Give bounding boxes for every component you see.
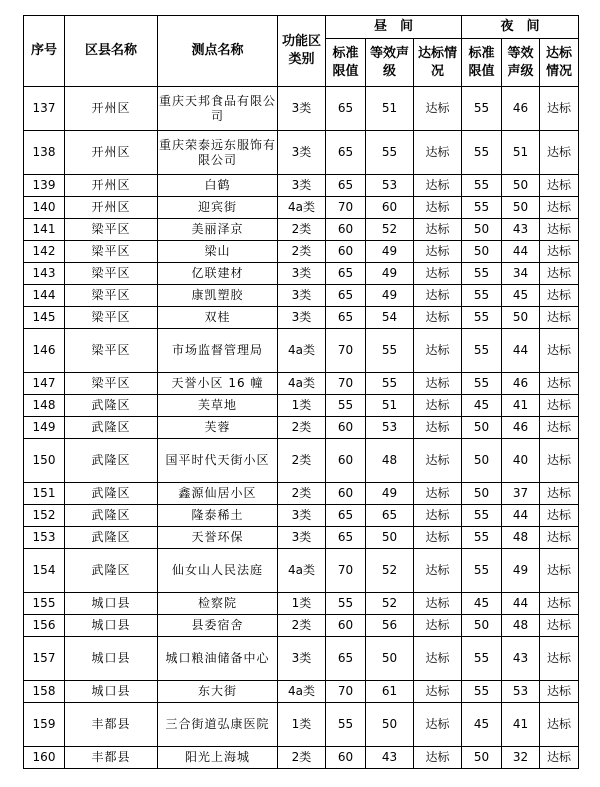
night-limit: 55 bbox=[462, 307, 502, 329]
night-leq: 41 bbox=[502, 395, 540, 417]
site-name: 亿联建材 bbox=[158, 263, 278, 285]
zone-class: 3类 bbox=[278, 131, 326, 175]
day-limit: 65 bbox=[326, 131, 366, 175]
day-limit: 70 bbox=[326, 197, 366, 219]
header-day: 昼 间 bbox=[326, 16, 462, 39]
day-limit: 70 bbox=[326, 329, 366, 373]
row-number: 151 bbox=[24, 483, 65, 505]
night-leq: 32 bbox=[502, 747, 540, 769]
night-status: 达标 bbox=[540, 439, 579, 483]
row-number: 137 bbox=[24, 87, 65, 131]
table-row bbox=[24, 637, 579, 681]
zone-class: 2类 bbox=[278, 219, 326, 241]
table-row bbox=[24, 417, 579, 439]
district-name: 武隆区 bbox=[65, 505, 158, 527]
table-row bbox=[24, 615, 579, 637]
night-leq: 44 bbox=[502, 505, 540, 527]
zone-class: 3类 bbox=[278, 87, 326, 131]
night-status: 达标 bbox=[540, 131, 579, 175]
night-limit: 55 bbox=[462, 329, 502, 373]
night-status: 达标 bbox=[540, 747, 579, 769]
district-name: 梁平区 bbox=[65, 263, 158, 285]
table-row bbox=[24, 395, 579, 417]
night-limit: 55 bbox=[462, 527, 502, 549]
day-status: 达标 bbox=[414, 197, 462, 219]
zone-class: 2类 bbox=[278, 417, 326, 439]
header-night-status: 达标情况 bbox=[540, 39, 579, 87]
zone-class: 2类 bbox=[278, 615, 326, 637]
day-leq: 49 bbox=[366, 483, 414, 505]
row-number: 152 bbox=[24, 505, 65, 527]
zone-class: 3类 bbox=[278, 285, 326, 307]
zone-class: 2类 bbox=[278, 241, 326, 263]
night-limit: 55 bbox=[462, 637, 502, 681]
district-name: 梁平区 bbox=[65, 285, 158, 307]
night-leq: 51 bbox=[502, 131, 540, 175]
row-number: 146 bbox=[24, 329, 65, 373]
site-name: 康凯塑胶 bbox=[158, 285, 278, 307]
day-leq: 65 bbox=[366, 505, 414, 527]
night-leq: 34 bbox=[502, 263, 540, 285]
table-row bbox=[24, 681, 579, 703]
table-row bbox=[24, 549, 579, 593]
zone-class: 3类 bbox=[278, 175, 326, 197]
night-leq: 45 bbox=[502, 285, 540, 307]
district-name: 武隆区 bbox=[65, 439, 158, 483]
night-leq: 41 bbox=[502, 703, 540, 747]
table-row bbox=[24, 175, 579, 197]
header-no: 序号 bbox=[24, 16, 65, 87]
night-leq: 44 bbox=[502, 329, 540, 373]
site-name: 芙蓉 bbox=[158, 417, 278, 439]
day-status: 达标 bbox=[414, 241, 462, 263]
district-name: 梁平区 bbox=[65, 307, 158, 329]
zone-class: 3类 bbox=[278, 637, 326, 681]
zone-class: 1类 bbox=[278, 593, 326, 615]
district-name: 开州区 bbox=[65, 87, 158, 131]
table-row bbox=[24, 285, 579, 307]
day-status: 达标 bbox=[414, 373, 462, 395]
row-number: 147 bbox=[24, 373, 65, 395]
district-name: 梁平区 bbox=[65, 219, 158, 241]
site-name: 天誉环保 bbox=[158, 527, 278, 549]
district-name: 开州区 bbox=[65, 175, 158, 197]
site-name: 市场监督管理局 bbox=[158, 329, 278, 373]
night-limit: 50 bbox=[462, 439, 502, 483]
day-limit: 70 bbox=[326, 373, 366, 395]
header-night-limit: 标准限值 bbox=[462, 39, 502, 87]
day-leq: 56 bbox=[366, 615, 414, 637]
night-leq: 46 bbox=[502, 87, 540, 131]
table-row bbox=[24, 219, 579, 241]
night-status: 达标 bbox=[540, 219, 579, 241]
day-limit: 60 bbox=[326, 483, 366, 505]
zone-class: 1类 bbox=[278, 703, 326, 747]
day-leq: 61 bbox=[366, 681, 414, 703]
row-number: 155 bbox=[24, 593, 65, 615]
night-status: 达标 bbox=[540, 197, 579, 219]
day-limit: 55 bbox=[326, 395, 366, 417]
table-row bbox=[24, 747, 579, 769]
site-name: 迎宾街 bbox=[158, 197, 278, 219]
row-number: 149 bbox=[24, 417, 65, 439]
night-limit: 50 bbox=[462, 241, 502, 263]
header-day-leq: 等效声级 bbox=[366, 39, 414, 87]
header-day-status: 达标情况 bbox=[414, 39, 462, 87]
day-leq: 54 bbox=[366, 307, 414, 329]
site-name: 仙女山人民法庭 bbox=[158, 549, 278, 593]
night-leq: 43 bbox=[502, 637, 540, 681]
zone-class: 3类 bbox=[278, 263, 326, 285]
night-status: 达标 bbox=[540, 615, 579, 637]
night-status: 达标 bbox=[540, 87, 579, 131]
district-name: 武隆区 bbox=[65, 549, 158, 593]
row-number: 153 bbox=[24, 527, 65, 549]
district-name: 丰都县 bbox=[65, 703, 158, 747]
night-leq: 46 bbox=[502, 417, 540, 439]
district-name: 开州区 bbox=[65, 197, 158, 219]
night-limit: 45 bbox=[462, 593, 502, 615]
night-status: 达标 bbox=[540, 637, 579, 681]
row-number: 148 bbox=[24, 395, 65, 417]
site-name: 重庆荣泰远东服饰有限公司 bbox=[158, 131, 278, 175]
district-name: 丰都县 bbox=[65, 747, 158, 769]
night-status: 达标 bbox=[540, 549, 579, 593]
site-name: 县委宿舍 bbox=[158, 615, 278, 637]
day-leq: 53 bbox=[366, 175, 414, 197]
night-limit: 45 bbox=[462, 395, 502, 417]
day-status: 达标 bbox=[414, 549, 462, 593]
night-leq: 43 bbox=[502, 219, 540, 241]
row-number: 156 bbox=[24, 615, 65, 637]
night-limit: 55 bbox=[462, 263, 502, 285]
zone-class: 2类 bbox=[278, 747, 326, 769]
district-name: 武隆区 bbox=[65, 417, 158, 439]
night-status: 达标 bbox=[540, 329, 579, 373]
day-limit: 60 bbox=[326, 241, 366, 263]
day-leq: 51 bbox=[366, 87, 414, 131]
day-leq: 52 bbox=[366, 549, 414, 593]
site-name: 鑫源仙居小区 bbox=[158, 483, 278, 505]
row-number: 143 bbox=[24, 263, 65, 285]
zone-class: 4a类 bbox=[278, 681, 326, 703]
night-leq: 50 bbox=[502, 197, 540, 219]
site-name: 美丽泽京 bbox=[158, 219, 278, 241]
site-name: 三合街道弘康医院 bbox=[158, 703, 278, 747]
night-leq: 44 bbox=[502, 241, 540, 263]
night-leq: 48 bbox=[502, 527, 540, 549]
site-name: 国平时代天街小区 bbox=[158, 439, 278, 483]
day-limit: 55 bbox=[326, 593, 366, 615]
day-status: 达标 bbox=[414, 615, 462, 637]
table-row bbox=[24, 87, 579, 131]
day-leq: 51 bbox=[366, 395, 414, 417]
night-limit: 55 bbox=[462, 549, 502, 593]
night-limit: 55 bbox=[462, 373, 502, 395]
night-status: 达标 bbox=[540, 175, 579, 197]
row-number: 141 bbox=[24, 219, 65, 241]
night-status: 达标 bbox=[540, 483, 579, 505]
day-leq: 55 bbox=[366, 329, 414, 373]
night-limit: 55 bbox=[462, 285, 502, 307]
day-limit: 55 bbox=[326, 703, 366, 747]
site-name: 隆泰稀土 bbox=[158, 505, 278, 527]
zone-class: 4a类 bbox=[278, 549, 326, 593]
site-name: 梁山 bbox=[158, 241, 278, 263]
day-status: 达标 bbox=[414, 439, 462, 483]
day-limit: 65 bbox=[326, 307, 366, 329]
night-leq: 48 bbox=[502, 615, 540, 637]
night-leq: 50 bbox=[502, 307, 540, 329]
site-name: 阳光上海城 bbox=[158, 747, 278, 769]
table-row bbox=[24, 527, 579, 549]
day-limit: 65 bbox=[326, 527, 366, 549]
table-row bbox=[24, 241, 579, 263]
day-leq: 43 bbox=[366, 747, 414, 769]
site-name: 城口粮油储备中心 bbox=[158, 637, 278, 681]
day-leq: 50 bbox=[366, 637, 414, 681]
night-limit: 55 bbox=[462, 505, 502, 527]
day-status: 达标 bbox=[414, 285, 462, 307]
site-name: 天誉小区 16 幢 bbox=[158, 373, 278, 395]
day-limit: 60 bbox=[326, 747, 366, 769]
day-limit: 65 bbox=[326, 637, 366, 681]
table-row bbox=[24, 197, 579, 219]
day-limit: 70 bbox=[326, 549, 366, 593]
table-row bbox=[24, 703, 579, 747]
day-status: 达标 bbox=[414, 747, 462, 769]
district-name: 城口县 bbox=[65, 615, 158, 637]
day-status: 达标 bbox=[414, 483, 462, 505]
header-night: 夜 间 bbox=[462, 16, 579, 39]
night-status: 达标 bbox=[540, 505, 579, 527]
day-status: 达标 bbox=[414, 263, 462, 285]
site-name: 白鹤 bbox=[158, 175, 278, 197]
day-limit: 60 bbox=[326, 219, 366, 241]
night-limit: 50 bbox=[462, 417, 502, 439]
table-row bbox=[24, 483, 579, 505]
day-status: 达标 bbox=[414, 527, 462, 549]
day-leq: 48 bbox=[366, 439, 414, 483]
district-name: 开州区 bbox=[65, 131, 158, 175]
night-leq: 46 bbox=[502, 373, 540, 395]
day-status: 达标 bbox=[414, 87, 462, 131]
day-status: 达标 bbox=[414, 175, 462, 197]
site-name: 重庆天邦食品有限公司 bbox=[158, 87, 278, 131]
table-row bbox=[24, 373, 579, 395]
row-number: 144 bbox=[24, 285, 65, 307]
day-leq: 49 bbox=[366, 263, 414, 285]
night-status: 达标 bbox=[540, 285, 579, 307]
night-status: 达标 bbox=[540, 263, 579, 285]
district-name: 梁平区 bbox=[65, 241, 158, 263]
site-name: 芙草地 bbox=[158, 395, 278, 417]
day-leq: 49 bbox=[366, 285, 414, 307]
day-leq: 53 bbox=[366, 417, 414, 439]
day-status: 达标 bbox=[414, 593, 462, 615]
district-name: 梁平区 bbox=[65, 329, 158, 373]
table-row bbox=[24, 505, 579, 527]
night-status: 达标 bbox=[540, 373, 579, 395]
header-zone: 功能区类别 bbox=[278, 16, 326, 87]
header-district: 区县名称 bbox=[65, 16, 158, 87]
day-limit: 60 bbox=[326, 615, 366, 637]
district-name: 武隆区 bbox=[65, 395, 158, 417]
night-limit: 50 bbox=[462, 747, 502, 769]
zone-class: 4a类 bbox=[278, 329, 326, 373]
night-leq: 44 bbox=[502, 593, 540, 615]
night-limit: 50 bbox=[462, 483, 502, 505]
night-leq: 49 bbox=[502, 549, 540, 593]
table-row bbox=[24, 263, 579, 285]
header-night-leq: 等效声级 bbox=[502, 39, 540, 87]
row-number: 140 bbox=[24, 197, 65, 219]
row-number: 157 bbox=[24, 637, 65, 681]
day-status: 达标 bbox=[414, 505, 462, 527]
day-leq: 50 bbox=[366, 703, 414, 747]
day-limit: 65 bbox=[326, 285, 366, 307]
day-status: 达标 bbox=[414, 329, 462, 373]
day-leq: 55 bbox=[366, 373, 414, 395]
night-status: 达标 bbox=[540, 527, 579, 549]
row-number: 154 bbox=[24, 549, 65, 593]
zone-class: 3类 bbox=[278, 527, 326, 549]
night-status: 达标 bbox=[540, 703, 579, 747]
night-limit: 50 bbox=[462, 219, 502, 241]
site-name: 双桂 bbox=[158, 307, 278, 329]
day-status: 达标 bbox=[414, 637, 462, 681]
day-leq: 60 bbox=[366, 197, 414, 219]
day-status: 达标 bbox=[414, 681, 462, 703]
night-status: 达标 bbox=[540, 417, 579, 439]
zone-class: 1类 bbox=[278, 395, 326, 417]
day-status: 达标 bbox=[414, 417, 462, 439]
day-status: 达标 bbox=[414, 703, 462, 747]
district-name: 梁平区 bbox=[65, 373, 158, 395]
day-leq: 52 bbox=[366, 593, 414, 615]
zone-class: 3类 bbox=[278, 307, 326, 329]
row-number: 158 bbox=[24, 681, 65, 703]
night-limit: 55 bbox=[462, 681, 502, 703]
header-site: 测点名称 bbox=[158, 16, 278, 87]
zone-class: 4a类 bbox=[278, 197, 326, 219]
district-name: 城口县 bbox=[65, 681, 158, 703]
table-row bbox=[24, 131, 579, 175]
day-status: 达标 bbox=[414, 307, 462, 329]
row-number: 139 bbox=[24, 175, 65, 197]
night-leq: 53 bbox=[502, 681, 540, 703]
row-number: 145 bbox=[24, 307, 65, 329]
day-leq: 49 bbox=[366, 241, 414, 263]
night-limit: 55 bbox=[462, 87, 502, 131]
day-leq: 52 bbox=[366, 219, 414, 241]
noise-monitoring-table bbox=[23, 15, 579, 769]
night-limit: 55 bbox=[462, 197, 502, 219]
night-status: 达标 bbox=[540, 681, 579, 703]
night-leq: 50 bbox=[502, 175, 540, 197]
district-name: 城口县 bbox=[65, 637, 158, 681]
district-name: 武隆区 bbox=[65, 483, 158, 505]
zone-class: 2类 bbox=[278, 483, 326, 505]
row-number: 142 bbox=[24, 241, 65, 263]
day-limit: 70 bbox=[326, 681, 366, 703]
table-row bbox=[24, 307, 579, 329]
day-limit: 60 bbox=[326, 439, 366, 483]
row-number: 160 bbox=[24, 747, 65, 769]
table-body bbox=[24, 87, 579, 769]
zone-class: 3类 bbox=[278, 505, 326, 527]
night-status: 达标 bbox=[540, 307, 579, 329]
day-limit: 65 bbox=[326, 505, 366, 527]
night-limit: 50 bbox=[462, 615, 502, 637]
night-limit: 55 bbox=[462, 131, 502, 175]
night-limit: 45 bbox=[462, 703, 502, 747]
day-status: 达标 bbox=[414, 219, 462, 241]
zone-class: 4a类 bbox=[278, 373, 326, 395]
table-row bbox=[24, 593, 579, 615]
district-name: 武隆区 bbox=[65, 527, 158, 549]
day-limit: 65 bbox=[326, 263, 366, 285]
district-name: 城口县 bbox=[65, 593, 158, 615]
site-name: 东大街 bbox=[158, 681, 278, 703]
night-limit: 55 bbox=[462, 175, 502, 197]
header-day-limit: 标准限值 bbox=[326, 39, 366, 87]
day-limit: 60 bbox=[326, 417, 366, 439]
table-row bbox=[24, 439, 579, 483]
table-row bbox=[24, 329, 579, 373]
day-status: 达标 bbox=[414, 131, 462, 175]
row-number: 159 bbox=[24, 703, 65, 747]
zone-class: 2类 bbox=[278, 439, 326, 483]
day-leq: 50 bbox=[366, 527, 414, 549]
day-status: 达标 bbox=[414, 395, 462, 417]
day-leq: 55 bbox=[366, 131, 414, 175]
row-number: 150 bbox=[24, 439, 65, 483]
row-number: 138 bbox=[24, 131, 65, 175]
night-status: 达标 bbox=[540, 593, 579, 615]
day-limit: 65 bbox=[326, 87, 366, 131]
site-name: 检察院 bbox=[158, 593, 278, 615]
night-leq: 40 bbox=[502, 439, 540, 483]
day-limit: 65 bbox=[326, 175, 366, 197]
night-status: 达标 bbox=[540, 395, 579, 417]
night-status: 达标 bbox=[540, 241, 579, 263]
night-leq: 37 bbox=[502, 483, 540, 505]
